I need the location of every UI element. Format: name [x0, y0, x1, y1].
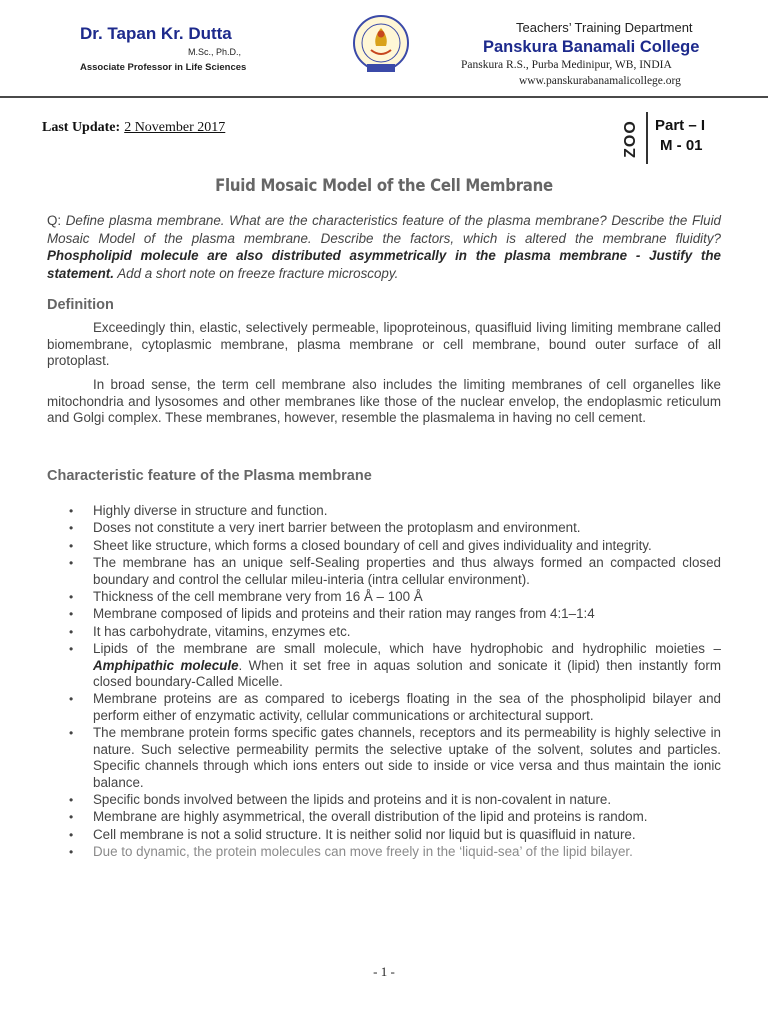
author-degree: M.Sc., Ph.D., — [188, 47, 242, 57]
list-item: • Specific bonds involved between the lipids and proteins and it is non-covalent in nature. — [47, 792, 721, 808]
department-name: Teachers’ Training Department — [516, 20, 693, 35]
question-block: Q: Define plasma membrane. What are the characteristics feature of the plasma membrane? Describe the Fluid Mosaic Model of the plasma membrane. Describe the factors, which is altered the membrane fluidity? Phospholipid molecule are also distributed asymmetrically in the plasma membrane - Justify the statement. Add a short note on freeze fracture microscopy. — [47, 213, 722, 281]
college-seal-icon — [352, 14, 410, 76]
college-name: Panskura Banamali College — [483, 38, 700, 56]
list-item: • The membrane protein forms specific gates channels, receptors and its permeability is highly selective in nature. Such selective permeability permits the selective uptake of the solvent, solutes and particles. Specific channels through which ions enters out side to inside or vice versa and thus maintain the ionic balance. — [47, 725, 721, 791]
definition-heading: Definition — [47, 297, 114, 313]
list-item: • Membrane composed of lipids and proteins and their ration may ranges from 4:1–1:4 — [47, 606, 721, 622]
last-update-label: Last Update — [42, 120, 116, 135]
subject-divider — [646, 112, 648, 164]
definition-paragraph-2: In broad sense, the term cell membrane also includes the limiting membranes of cell organelles like mitochondria and lysosomes and other membranes like those of the nuclear envelop, the endoplasmic reticulum and Golgi complex. These membranes, however, resemble the plasmalema in having no cell cement. — [47, 377, 721, 425]
header-divider — [0, 96, 768, 98]
list-item: • Membrane proteins are as compared to icebergs floating in the sea of the phospholipid bilayer and perform either of enzymatic activity, cellular communications or architectural support. — [47, 691, 721, 724]
part-label: Part – I — [655, 117, 706, 134]
last-update-date: 2 November 2017 — [124, 120, 226, 135]
page-title: Fluid Mosaic Model of the Cell Membrane — [215, 176, 553, 196]
author-role: Associate Professor in Life Sciences — [80, 62, 247, 73]
list-item: • Doses not constitute a very inert barrier between the protoplasm and environment. — [47, 520, 721, 536]
list-item: • Membrane are highly asymmetrical, the overall distribution of the lipid and proteins is random. — [47, 809, 721, 825]
last-update: Last Update: 2 November 2017 — [42, 120, 226, 135]
page-number: - 1 - — [373, 964, 395, 979]
list-item: • Due to dynamic, the protein molecules can move freely in the ‘liquid-sea’ of the lipid bilayer. — [47, 844, 721, 860]
college-address: Panskura R.S., Purba Medinipur, WB, INDIA — [461, 59, 672, 71]
list-item: • Highly diverse in structure and function. — [47, 503, 721, 519]
list-item-lipids: • Lipids of the membrane are small molecule, which have hydrophobic and hydrophilic moieties – Amphipathic molecule. When it set free in aquas solution and sonicate it (lipid) then instantly form closed boundary-Called Micelle. — [47, 641, 721, 690]
characteristics-heading: Characteristic feature of the Plasma membrane — [47, 468, 372, 484]
definition-paragraph-1: Exceedingly thin, elastic, selectively permeable, lipoproteinous, quasifluid living limiting membrane called biomembrane, cytoplasmic membrane, plasma membrane or cell membrane, bound outer surface of all protoplast. — [47, 320, 721, 368]
list-item: • Sheet like structure, which forms a closed boundary of cell and gives individuality and integrity. — [47, 538, 721, 554]
list-item: • It has carbohydrate, vitamins, enzymes etc. — [47, 624, 721, 640]
author-name: Dr. Tapan Kr. Dutta — [80, 24, 232, 43]
list-item: • Thickness of the cell membrane very from 16 Å – 100 Å — [47, 589, 721, 605]
module-label: M - 01 — [660, 137, 703, 154]
college-website[interactable]: www.panskurabanamalicollege.org — [519, 75, 681, 87]
list-item: • Cell membrane is not a solid structure. It is neither solid nor liquid but is quasifluid in nature. — [47, 827, 721, 843]
characteristics-list — [47, 503, 721, 862]
subject-code: ZOO — [621, 120, 639, 158]
list-item: • The membrane has an unique self-Sealing properties and thus always formed an compacted closed boundary and control the cellular mileu-interia (intra cellular environment). — [47, 555, 721, 588]
